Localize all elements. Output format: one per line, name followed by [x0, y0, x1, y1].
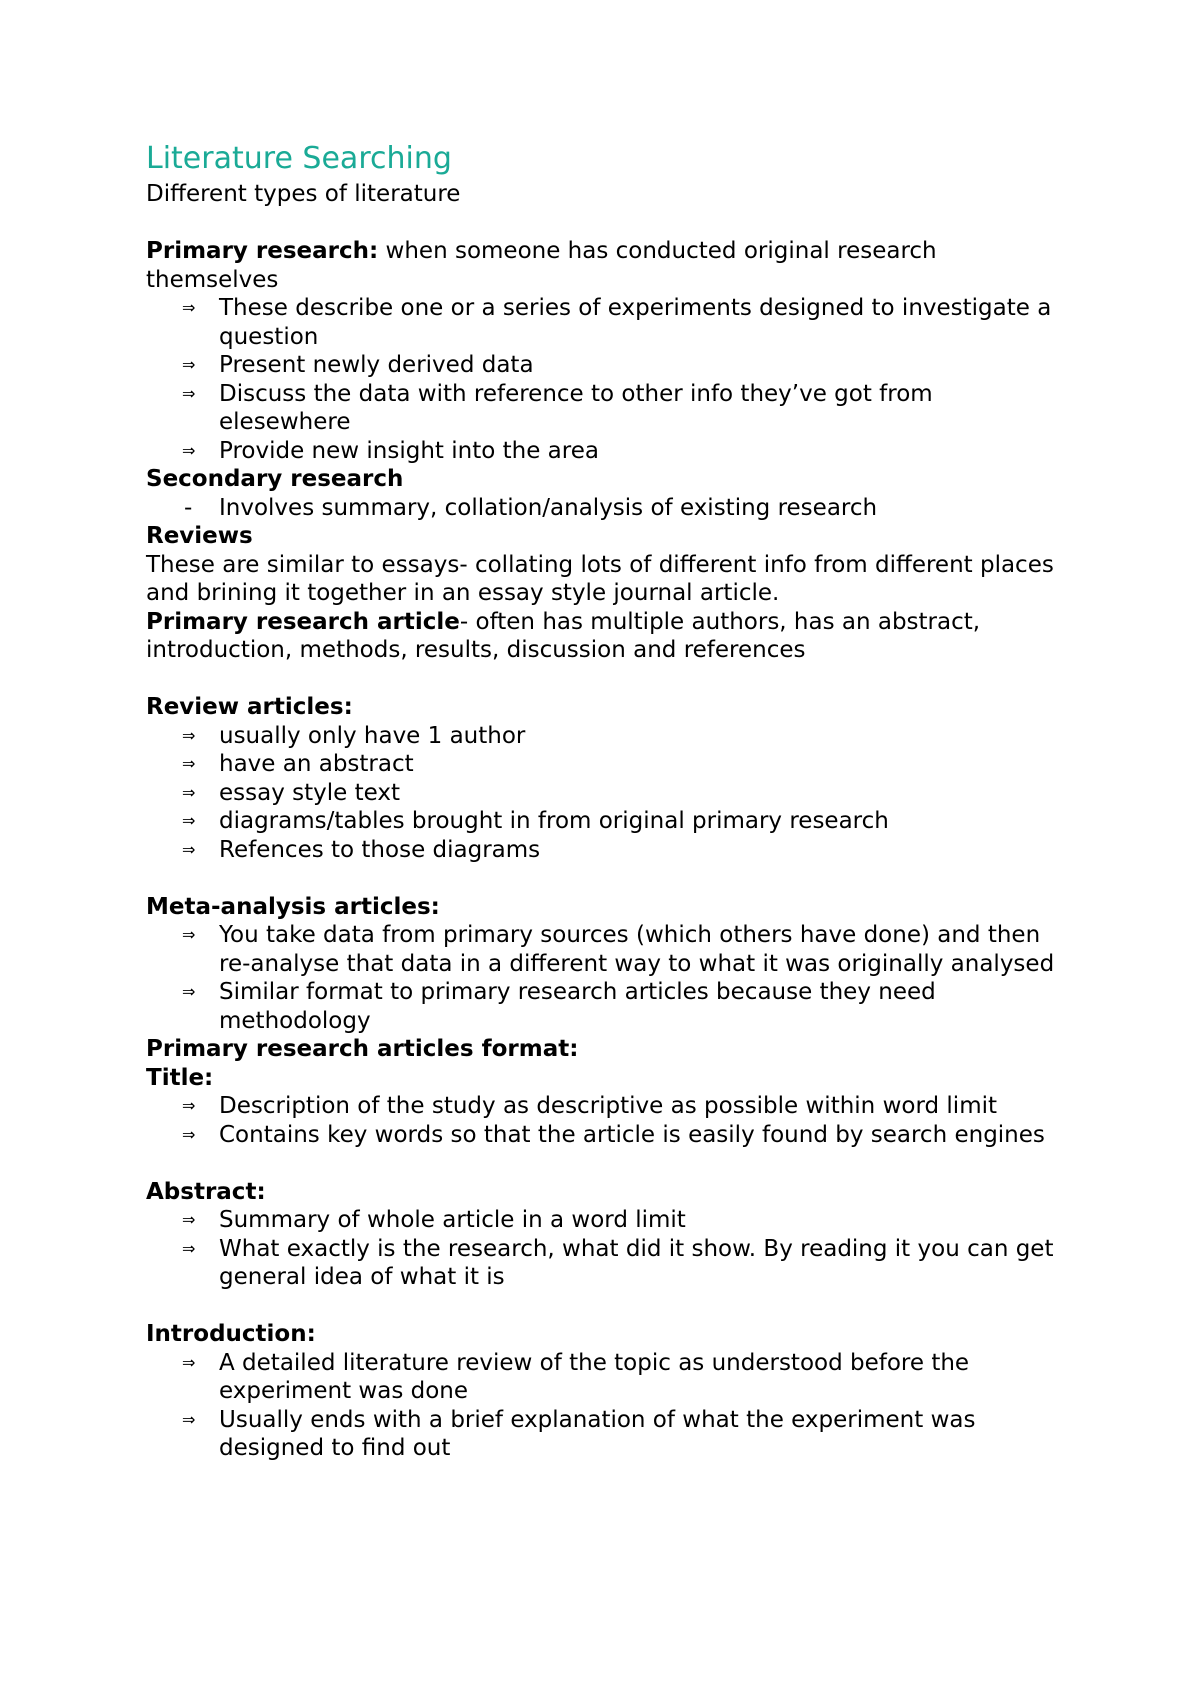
primary-research-article-heading: Primary research article [146, 608, 460, 635]
arrow-icon: ⇒ [182, 811, 196, 830]
dash-icon: - [184, 494, 193, 521]
secondary-research-heading: Secondary research [146, 466, 404, 492]
primary-research-text: when someone has conducted original research themselves [146, 238, 937, 293]
list-item: ⇒ Refences to those diagrams [182, 836, 541, 863]
spacer [146, 1149, 1066, 1178]
list-item: ⇒ Usually ends with a brief explanation of what the experiment was designed to find out [182, 1406, 976, 1461]
list-item: - Involves summary, collation/analysis of existing research [184, 494, 878, 521]
primary-research-article-paragraph [146, 608, 1066, 665]
list-item: ⇒ Description of the study as descriptive as possible within word limit [182, 1093, 998, 1119]
arrow-icon: ⇒ [182, 1210, 196, 1229]
review-articles-list [146, 722, 1066, 865]
title-section-list [146, 1092, 1066, 1149]
primary-research-paragraph [146, 237, 1066, 294]
secondary-research-list [146, 494, 1066, 523]
subtitle: Different types of literature [146, 181, 461, 207]
list-item: ⇒ Contains key words so that the article is easily found by search engines [182, 1121, 1045, 1148]
document-page [146, 140, 1066, 1463]
list-item: ⇒ Present newly derived data [182, 352, 534, 378]
arrow-icon: ⇒ [182, 440, 196, 460]
list-item: ⇒ diagrams/tables brought in from original primary research [182, 808, 889, 834]
list-item: ⇒ Summary of whole article in a word limit [182, 1207, 686, 1233]
reviews-heading: Reviews [146, 523, 253, 549]
list-item: ⇒ You take data from primary sources (which others have done) and then re-analyse that data in a different way to what it was originally analysed [182, 922, 1055, 977]
arrow-icon: ⇒ [182, 1096, 196, 1115]
review-articles-heading: Review articles: [146, 694, 353, 720]
arrow-icon: ⇒ [182, 1352, 196, 1372]
primary-research-article-text: - often has multiple authors, has an abstract, introduction, methods, results, discussion and references [146, 608, 981, 663]
spacer [146, 665, 1066, 694]
arrow-icon: ⇒ [182, 1124, 196, 1144]
spacer [146, 209, 1066, 238]
list-item: ⇒ Similar format to primary research articles because they need methodology [182, 979, 936, 1034]
introduction-list [146, 1349, 1066, 1463]
arrow-icon: ⇒ [182, 1409, 196, 1429]
list-item: ⇒ These describe one or a series of experiments designed to investigate a question [182, 295, 1052, 350]
arrow-icon: ⇒ [182, 355, 196, 374]
list-item: ⇒ usually only have 1 author [182, 722, 526, 749]
list-item: ⇒ Discuss the data with reference to other info they’ve got from elesewhere [182, 380, 933, 435]
list-item: ⇒ have an abstract [182, 751, 414, 777]
arrow-icon: ⇒ [182, 925, 196, 944]
arrow-icon: ⇒ [182, 298, 196, 317]
title-section-heading: Title: [146, 1064, 214, 1091]
arrow-icon: ⇒ [182, 725, 196, 745]
arrow-icon: ⇒ [182, 754, 196, 773]
arrow-icon: ⇒ [182, 782, 196, 802]
abstract-list [146, 1206, 1066, 1292]
list-item: ⇒ essay style text [182, 779, 400, 806]
abstract-heading: Abstract: [146, 1178, 266, 1205]
list-item: ⇒ What exactly is the research, what did it show. By reading it you can get general idea of what it is [182, 1235, 1054, 1290]
list-item: ⇒ A detailed literature review of the topic as understood before the experiment was done [182, 1349, 970, 1404]
arrow-icon: ⇒ [182, 839, 196, 859]
spacer [146, 1292, 1066, 1321]
arrow-icon: ⇒ [182, 383, 196, 403]
introduction-heading: Introduction: [146, 1321, 316, 1347]
primary-research-list [146, 294, 1066, 465]
arrow-icon: ⇒ [182, 1238, 196, 1258]
arrow-icon: ⇒ [182, 982, 196, 1001]
list-item: ⇒ Provide new insight into the area [182, 437, 599, 464]
document-title: Literature Searching [146, 141, 452, 176]
spacer [146, 864, 1066, 893]
format-heading: Primary research articles format: [146, 1036, 579, 1062]
reviews-text: These are similar to essays- collating lots of different info from different places and brining it together in an essay style journal article. [146, 551, 1054, 606]
meta-analysis-heading: Meta-analysis articles: [146, 893, 440, 920]
meta-analysis-list [146, 921, 1066, 1035]
primary-research-heading: Primary research: [146, 238, 379, 264]
